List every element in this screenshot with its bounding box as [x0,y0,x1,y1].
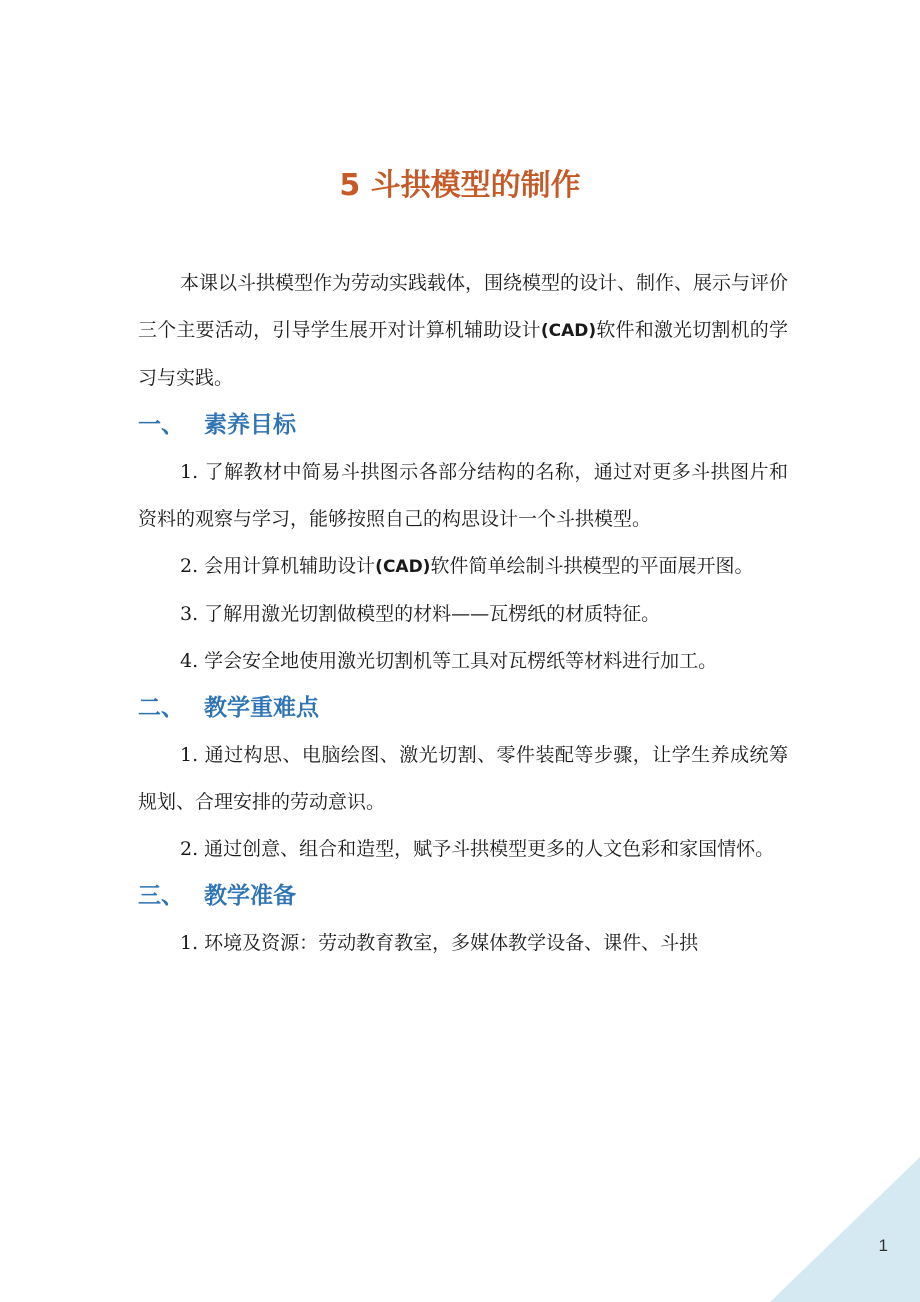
section-number: 二、 [138,695,184,721]
page-number: 1 [878,1236,888,1255]
corner-triangle-shape [770,1157,920,1302]
key-point-item-1: 1. 通过构思、电脑绘图、激光切割、零件装配等步骤，让学生养成统筹规划、合理安排的劳动意识。 [138,744,788,813]
goal-item-4: 4. 学会安全地使用激光切割机等工具对瓦楞纸等材料进行加工。 [180,650,718,672]
section-title: 教学准备 [204,883,296,909]
document-title: 5 斗拱模型的制作 [339,168,581,203]
intro-text-2: 软件和激光切割机的学习与实践。 [138,319,788,389]
section-title: 教学重难点 [204,695,319,721]
section-heading-preparation [138,873,788,920]
section-heading-goals [138,402,788,449]
section-number: 三、 [138,883,184,909]
goal-item-2-cad: (CAD) [375,557,431,577]
goal-item-3: 3. 了解用激光切割做模型的材料——瓦楞纸的材质特征。 [180,603,661,625]
goal-item-1: 1. 了解教材中简易斗拱图示各部分结构的名称，通过对更多斗拱图片和资料的观察与学习，能够按照自己的构思设计一个斗拱模型。 [138,461,788,530]
intro-cad: (CAD) [540,321,597,341]
key-point-item-2: 2. 通过创意、组合和造型，赋予斗拱模型更多的人文色彩和家国情怀。 [180,838,775,860]
goal-item-2 [138,543,788,591]
corner-triangle-decoration [770,1157,920,1302]
preparation-item-1: 1. 环境及资源：劳动教育教室，多媒体教学设备、课件、斗拱 [180,932,699,954]
goal-item-2-text-2: 软件简单绘制斗拱模型的平面展开图。 [430,555,754,577]
section-number: 一、 [138,412,184,438]
section-heading-key-points [138,685,788,732]
document-body [138,260,788,967]
section-title: 素养目标 [204,412,296,438]
intro-paragraph [138,260,788,402]
intro-text-1: 本课以斗拱模型作为劳动实践载体，围绕模型的设计、制作、展示与评价三个主要活动，引导学生展开对计算机辅助设计 [138,272,789,341]
goal-item-2-text-1: 2. 会用计算机辅助设计 [180,555,376,577]
